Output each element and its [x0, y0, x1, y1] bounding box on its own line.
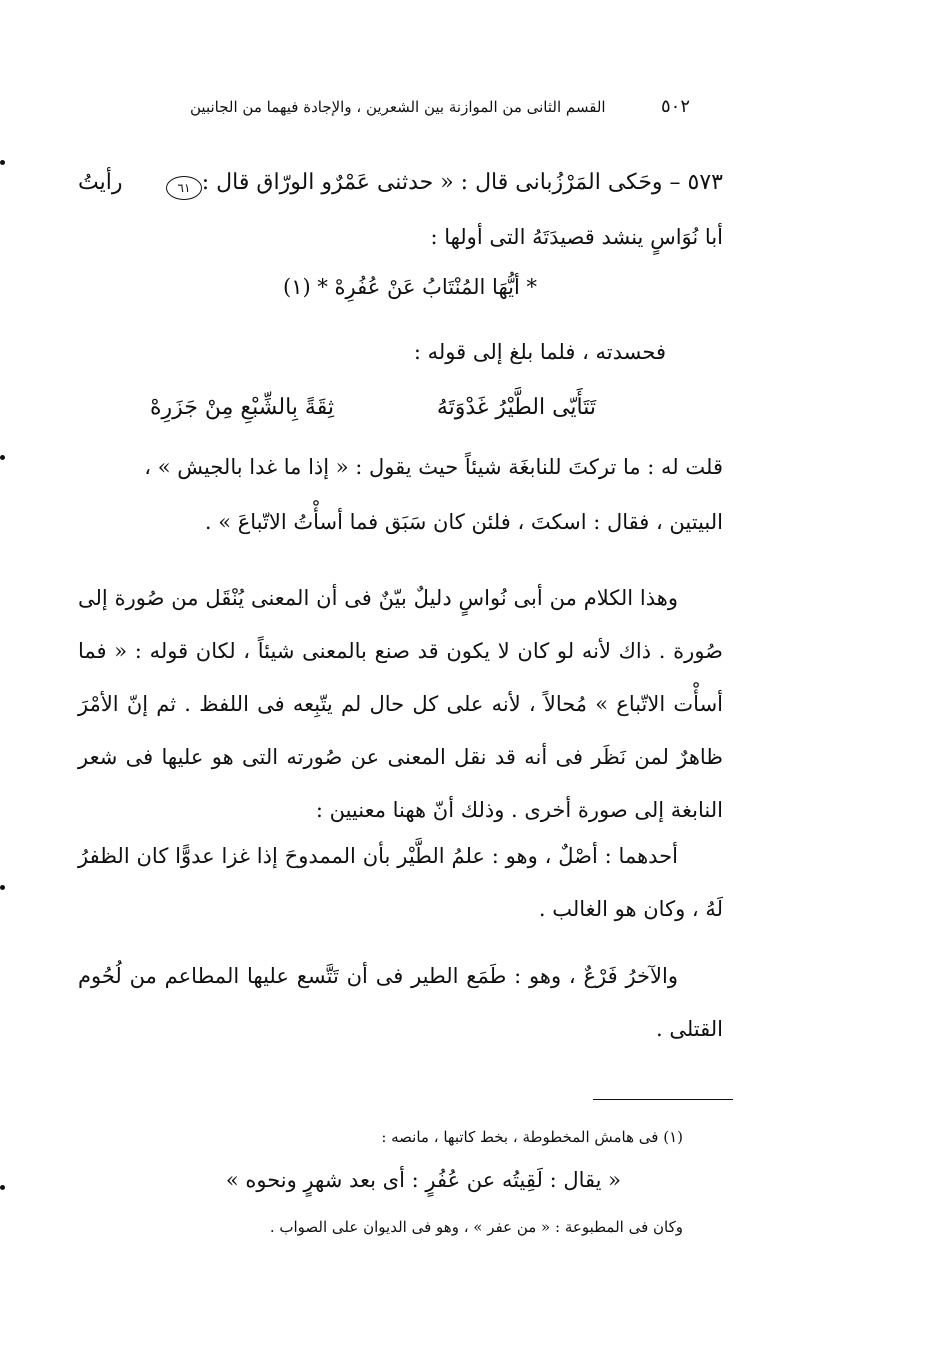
section-line-1-start: ٥٧٣ – وحَكى المَرْزُبانى قال : « حدثنى عَمْرٌو الورّاق قال :: [201, 170, 723, 195]
section-line-5: البيتين ، فقال : اسكتَ ، فلئن كان سَبَق فما أسأْتُ الاتّباعَ » .: [204, 510, 723, 534]
footnote-line-3: وكان فى المطبوعة : « من عفر » ، وهو فى الديوان على الصواب .: [269, 1218, 683, 1236]
manuscript-ref-marker: [160, 176, 208, 200]
footnote-line-1: (١) فى هامش المخطوطة ، بخط كاتبها ، مانصه :: [381, 1128, 683, 1146]
body-paragraph-2: وهذا الكلام من أبى نُواسٍ دليلٌ بيّنٌ فى أن المعنى يُنْقَل من صُورة إلى صُورة . ذاك لأنه لو كان لا يكون قد صنع بالمعنى شيئاً ، لكان قوله : « فما أسأْت الاتّباع » مُحالاً ، لأنه على كل حال لم يتّبِعه فى اللفظ . ثم إنّ الأمْرَ ظاهرٌ لمن نَظَر فى أنه قد نقل المعنى عن صُورته التى هو عليها فى شعر النابغة إلى صورة أخرى . وذلك أنّ ههنا معنيين :: [78, 586, 723, 822]
page-number: ٥٠٢: [660, 96, 690, 117]
section-line-4: قلت له : ما تركتَ للنابغَة شيئاً حيث يقول : « إذا ما غدا بالجيش » ،: [144, 455, 723, 479]
scan-speck: [0, 1185, 5, 1190]
footnote-line-2: « يقال : لَقِيتُه عن عُفُرٍ : أى بعد شهرٍ ونحوه »: [225, 1168, 621, 1192]
verse-second-hemistich: ثِقَةً بِالشِّبْعِ مِنْ جَزَرِهْ: [150, 395, 334, 420]
manuscript-ref-number: ٦١: [166, 176, 202, 200]
scan-speck: [0, 455, 5, 460]
header-title: القسم الثانى من الموازنة بين الشعرين ، والإجادة فيهما من الجانبين: [190, 98, 606, 116]
section-line-2: أبا نُوَاسٍ ينشد قصيدَتَهُ التى أولها :: [430, 225, 723, 249]
section-line-1: [202, 170, 723, 195]
section-line-1-end: رأيتُ: [78, 170, 123, 195]
scan-speck: [0, 885, 5, 890]
section-line-3: فحسدته ، فلما بلغ إلى قوله :: [413, 340, 666, 364]
running-header: [190, 96, 690, 126]
body-paragraph-4: والآخرُ فَرْعٌ ، وهو : طَمَع الطير فى أن تَتَّسع عليها المطاعم من لُحُوم القتلى .: [78, 964, 723, 1041]
scan-speck: [0, 160, 5, 165]
footnote-rule: [593, 1099, 733, 1100]
poem-opening-line: * أيُّهَا المُنْتَابُ عَنْ عُفُرِهْ * (١): [283, 275, 537, 299]
verse-first-hemistich: تَتَأَيّى الطَّيْرُ غَدْوَتَهُ: [436, 395, 596, 420]
body-paragraph-3: أحدهما : أصْلٌ ، وهو : علمُ الطَّيْر بأن الممدوحَ إذا غزا عدوًّا كان الظفرُ لَهُ ، وكان هو الغالب .: [78, 844, 723, 921]
